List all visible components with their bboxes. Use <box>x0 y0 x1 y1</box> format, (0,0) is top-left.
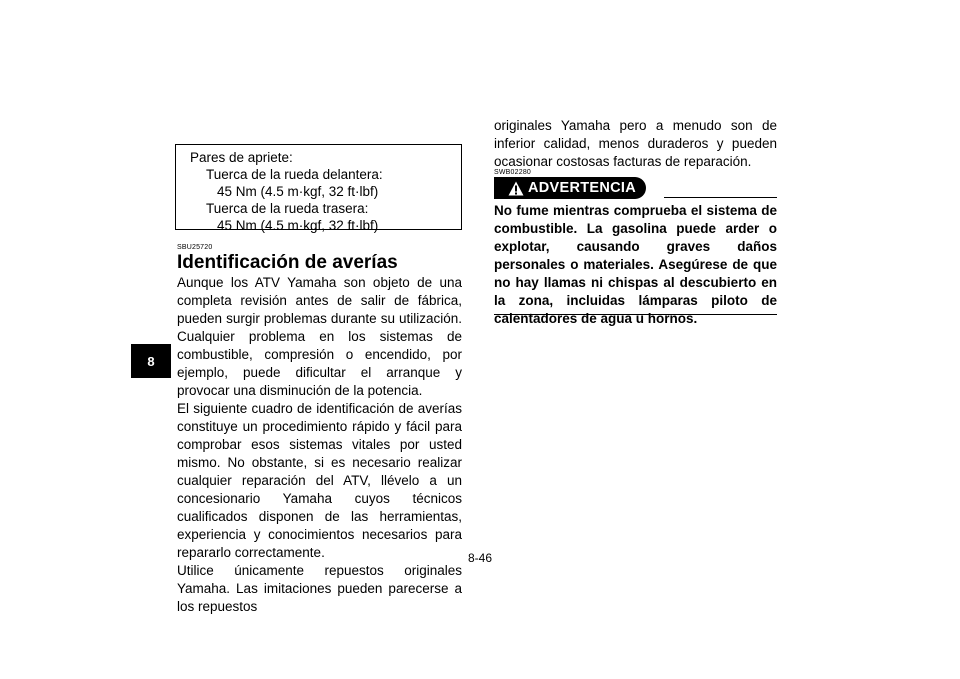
section-code: SBU25720 <box>177 244 213 251</box>
paragraph: Aunque los ATV Yamaha son objeto de una completa revisión antes de salir de fábrica, pueden surgir problemas durante su utilización. Cualquier problema en los sistemas de combustible, compresión o encendido, por ejemplo, puede dificultar el arranque y provocar una disminución de la potencia. <box>177 275 462 398</box>
torque-heading: Pares de apriete: <box>190 150 293 165</box>
page-number: 8-46 <box>467 551 493 565</box>
warning-bottom-rule <box>494 314 777 315</box>
warning-text: No fume mientras comprueba el sistema de combustible. La gasolina puede arder o explotar, causando graves daños personales o materiales. Asegúrese de que no hay llamas ni chispas al descubierto en la zona, incluidas lámparas piloto de calentadores de agua u hornos. <box>494 203 777 326</box>
warning-triangle-icon <box>508 181 524 196</box>
paragraph: Utilice únicamente repuestos originales Yamaha. Las imitaciones pueden parecerse a los repuestos <box>177 563 462 614</box>
torque-specs-box <box>175 144 462 233</box>
section-title: Identificación de averías <box>177 252 398 273</box>
paragraph: El siguiente cuadro de identificación de averías constituye un procedimiento rápido y fácil para comprobar esos sistemas vitales por usted mismo. No obstante, si es necesario realizar cualquier reparación del ATV, llévelo a un concesionario Yamaha cuyos técnicos cualificados disponen de las herramientas, experiencia y conocimientos necesarios para repararlo correctamente. <box>177 401 462 560</box>
warning-header-rule <box>664 197 777 198</box>
left-column-text <box>177 274 462 616</box>
warning-header <box>494 177 777 199</box>
paragraph: originales Yamaha pero a menudo son de inferior calidad, menos duraderos y pueden ocasionar costosas facturas de reparación. <box>494 118 777 169</box>
right-column-text <box>494 117 777 171</box>
warning-badge <box>494 177 646 199</box>
chapter-tab: 8 <box>131 344 171 378</box>
front-wheel-label: Tuerca de la rueda delantera: <box>206 167 383 182</box>
warning-label: ADVERTENCIA <box>528 180 637 196</box>
warning-code: SWB02280 <box>494 169 532 176</box>
rear-wheel-value: 45 Nm (4.5 m·kgf, 32 ft·lbf) <box>217 218 379 233</box>
rear-wheel-label: Tuerca de la rueda trasera: <box>206 201 369 216</box>
front-wheel-value: 45 Nm (4.5 m·kgf, 32 ft·lbf) <box>217 184 379 199</box>
